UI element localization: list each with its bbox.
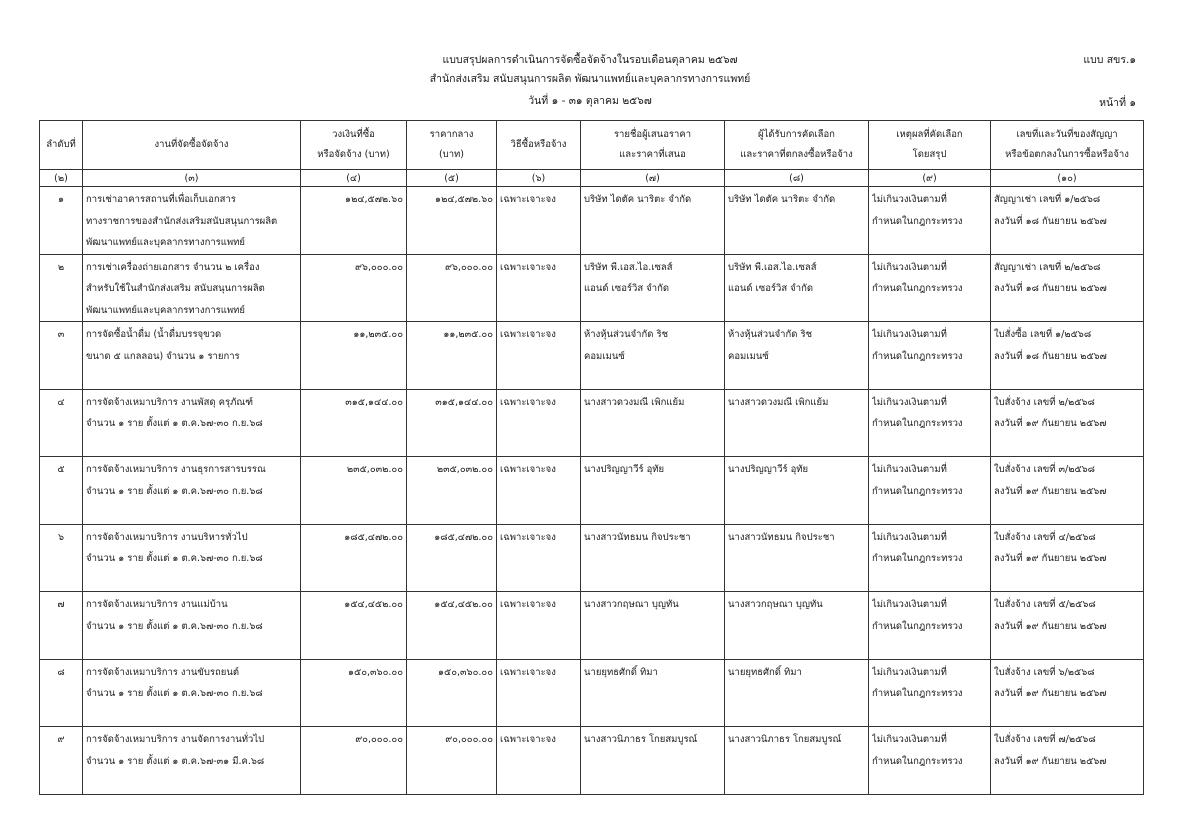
bidder-list [581, 659, 725, 727]
selection-reason [869, 254, 991, 322]
column-number: (๑๐) [991, 170, 1144, 187]
procurement-method: เฉพาะเจาะจง [497, 659, 581, 727]
bidder-list-line: บริษัท ไดตัค นาริตะ จำกัด [584, 194, 692, 205]
selection-reason-line: ไม่เกินวงเงินตามที่ [872, 464, 947, 475]
bidder-list [581, 592, 725, 660]
procurement-task [83, 322, 301, 390]
contract-reference-line: ใบสั่งจ้าง เลขที่ ๕/๒๕๖๘ [994, 599, 1096, 610]
selected-vendor [725, 389, 869, 457]
contract-reference-line: ใบสั่งจ้าง เลขที่ ๔/๒๕๖๘ [994, 531, 1096, 543]
column-header-text: รายชื่อผู้เสนอราคา [613, 129, 692, 140]
procurement-method: เฉพาะเจาะจง [497, 727, 581, 795]
bidder-list-line: นางสาวดวงมณี เพิกแย้ม [584, 396, 685, 408]
bidder-list-line: นายยุทธศักดิ์ ทิมา [584, 666, 658, 678]
selected-vendor-line: นางสาวนิภาธร โกยสมบูรณ์ [728, 734, 842, 745]
contract-reference-line: ลงวันที่ ๑๙ กันยายน ๒๕๖๗ [994, 485, 1107, 497]
contract-reference [991, 524, 1144, 592]
procurement-task-line: การจัดจ้างเหมาบริการ งานขับรถยนต์ [86, 666, 239, 678]
column-number: (๓) [83, 170, 301, 187]
selected-vendor-line: คอมเมนซ์ [728, 350, 769, 362]
budget-amount: ๒๓๕,๐๓๒.๐๐ [301, 457, 407, 525]
column-header [40, 121, 83, 170]
page-number: หน้าที่ ๑ [1099, 97, 1136, 109]
procurement-method: เฉพาะเจาะจง [497, 457, 581, 525]
column-header-text: ลำดับที่ [46, 139, 76, 150]
bidder-list [581, 457, 725, 525]
median-price: ๒๓๕,๐๓๒.๐๐ [407, 457, 497, 525]
column-header-text: วงเงินที่ซื้อ [332, 129, 375, 140]
median-price: ๑๑,๒๓๕.๐๐ [407, 322, 497, 390]
budget-amount: ๑๒๔,๕๗๒.๖๐ [301, 187, 407, 255]
contract-reference [991, 659, 1144, 727]
contract-reference [991, 457, 1144, 525]
report-period: วันที่ ๑ - ๓๑ ตุลาคม ๒๕๖๗ [528, 95, 652, 107]
row-number: ๒ [40, 254, 83, 322]
column-number: (๙) [869, 170, 991, 187]
contract-reference-line: ลงวันที่ ๑๙ กันยายน ๒๕๖๗ [994, 418, 1107, 429]
table-row [40, 254, 1144, 322]
selected-vendor [725, 187, 869, 255]
column-number-row [40, 170, 1144, 187]
row-number: ๘ [40, 659, 83, 727]
column-number: (๒) [40, 170, 83, 187]
column-header [407, 121, 497, 170]
bidder-list-line: แอนด์ เซอร์วิส จำกัด [584, 283, 669, 294]
median-price: ๙๐,๐๐๐.๐๐ [407, 727, 497, 795]
procurement-task-line: จำนวน ๑ ราย ตั้งแต่ ๑ ต.ค.๖๗-๓๐ ก.ย.๖๘ [86, 418, 263, 429]
selection-reason-line: กำหนดในกฎกระทรวง [872, 350, 963, 362]
selected-vendor-line: นางสาวกฤษณา บุญทัน [728, 599, 823, 610]
table-row [40, 524, 1144, 592]
selection-reason-line: ไม่เกินวงเงินตามที่ [872, 194, 947, 205]
contract-reference-line: ลงวันที่ ๑๘ กันยายน ๒๕๖๗ [994, 283, 1107, 294]
column-header [725, 121, 869, 170]
budget-amount: ๑๕๔,๔๕๒.๐๐ [301, 592, 407, 660]
contract-reference-line: ลงวันที่ ๑๙ กันยายน ๒๕๖๗ [994, 620, 1107, 632]
agency-name: สำนักส่งเสริม สนับสนุนการผลิต พัฒนาแพทย์และบุคลากรทางการแพทย์ [429, 73, 751, 85]
procurement-task [83, 389, 301, 457]
selection-reason [869, 659, 991, 727]
selection-reason [869, 457, 991, 525]
procurement-method: เฉพาะเจาะจง [497, 524, 581, 592]
median-price: ๙๖,๐๐๐.๐๐ [407, 254, 497, 322]
budget-amount: ๙๐,๐๐๐.๐๐ [301, 727, 407, 795]
procurement-method: เฉพาะเจาะจง [497, 389, 581, 457]
contract-reference-line: ลงวันที่ ๑๙ กันยายน ๒๕๖๗ [994, 755, 1107, 767]
procurement-task-line: การจัดจ้างเหมาบริการ งานจัดการงานทั่วไป [86, 734, 265, 745]
table-row [40, 322, 1144, 390]
selected-vendor-line: นางสาวนัทธมน กิจประชา [728, 531, 835, 543]
contract-reference-line: ลงวันที่ ๑๘ กันยายน ๒๕๖๗ [994, 350, 1107, 362]
procurement-method: เฉพาะเจาะจง [497, 254, 581, 322]
procurement-method: เฉพาะเจาะจง [497, 187, 581, 255]
contract-reference [991, 727, 1144, 795]
contract-reference [991, 592, 1144, 660]
procurement-task-line: ขนาด ๕ แกลลอน) จำนวน ๑ รายการ [86, 350, 240, 362]
column-header-text: ราคากลาง [429, 129, 474, 140]
selected-vendor [725, 592, 869, 660]
table-row [40, 457, 1144, 525]
table-row [40, 659, 1144, 727]
bidder-list-line: นางสาวนัทธมน กิจประชา [584, 531, 691, 543]
budget-amount: ๑๕๐,๓๖๐.๐๐ [301, 659, 407, 727]
bidder-list [581, 322, 725, 390]
bidder-list-line: คอมเมนซ์ [584, 350, 625, 362]
procurement-task-line: สำหรับใช้ในสำนักส่งเสริม สนับสนุนการผลิต [86, 283, 265, 294]
row-number: ๗ [40, 592, 83, 660]
median-price: ๑๕๔,๔๕๒.๐๐ [407, 592, 497, 660]
column-header-text: หรือจัดจ้าง (บาท) [317, 149, 390, 160]
row-number: ๙ [40, 727, 83, 795]
selection-reason-line: กำหนดในกฎกระทรวง [872, 283, 963, 294]
column-header-text: เหตุผลที่คัดเลือก [896, 129, 963, 140]
selection-reason-line: กำหนดในกฎกระทรวง [872, 418, 963, 429]
column-header [83, 121, 301, 170]
selection-reason-line: กำหนดในกฎกระทรวง [872, 485, 963, 497]
selected-vendor [725, 254, 869, 322]
column-number: (๔) [301, 170, 407, 187]
median-price: ๓๑๕,๑๔๔.๐๐ [407, 389, 497, 457]
procurement-task-line: พัฒนาแพทย์และบุคลากรทางการแพทย์ [86, 304, 245, 316]
median-price: ๑๘๕,๔๗๒.๐๐ [407, 524, 497, 592]
contract-reference [991, 389, 1144, 457]
contract-reference-line: ใบสั่งจ้าง เลขที่ ๓/๒๕๖๘ [994, 464, 1096, 475]
bidder-list [581, 254, 725, 322]
row-number: ๑ [40, 187, 83, 255]
selected-vendor-line: บริษัท พี.เอส.ไอ.เซลส์ [728, 261, 817, 273]
column-header-text: ผู้ได้รับการคัดเลือก [758, 129, 835, 140]
selected-vendor [725, 322, 869, 390]
procurement-task [83, 524, 301, 592]
column-header [869, 121, 991, 170]
selection-reason-line: ไม่เกินวงเงินตามที่ [872, 261, 947, 273]
budget-amount: ๑๘๕,๔๗๒.๐๐ [301, 524, 407, 592]
procurement-task-line: จำนวน ๑ ราย ตั้งแต่ ๑ ต.ค.๖๗-๓๐ ก.ย.๖๘ [86, 553, 263, 564]
contract-reference-line: ลงวันที่ ๑๘ กันยายน ๒๕๖๗ [994, 215, 1107, 227]
column-header-text: งานที่จัดซื้อจัดจ้าง [154, 139, 229, 150]
contract-reference-line: ใบสั่งซื้อ เลขที่ ๑/๒๕๖๘ [994, 329, 1092, 340]
contract-reference-line: ใบสั่งจ้าง เลขที่ ๒/๒๕๖๘ [994, 396, 1095, 408]
procurement-task-line: ทางราชการของสำนักส่งเสริมสนับสนุนการผลิต [86, 215, 278, 227]
column-header-text: และราคาที่ตกลงซื้อหรือจ้าง [740, 149, 853, 160]
row-number: ๔ [40, 389, 83, 457]
selection-reason-line: ไม่เกินวงเงินตามที่ [872, 531, 947, 543]
procurement-task-line: การจัดจ้างเหมาบริการ งานธุรการสารบรรณ [86, 464, 266, 475]
bidder-list-line: นางสาวนิภาธร โกยสมบูรณ์ [584, 734, 698, 745]
contract-reference-line: ลงวันที่ ๑๙ กันยายน ๒๕๖๗ [994, 553, 1107, 564]
procurement-task [83, 254, 301, 322]
table-row [40, 592, 1144, 660]
column-header-text: และราคาที่เสนอ [619, 149, 686, 160]
contract-reference [991, 187, 1144, 255]
procurement-task [83, 727, 301, 795]
selected-vendor-line: นายยุทธศักดิ์ ทิมา [728, 666, 802, 678]
median-price: ๑๒๔,๕๗๒.๖๐ [407, 187, 497, 255]
table-row [40, 187, 1144, 255]
selection-reason [869, 389, 991, 457]
selected-vendor-line: ห้างหุ้นส่วนจำกัด ริช [728, 329, 813, 340]
row-number: ๕ [40, 457, 83, 525]
row-number: ๖ [40, 524, 83, 592]
column-header-text: โดยสรุป [912, 149, 947, 160]
selection-reason-line: กำหนดในกฎกระทรวง [872, 620, 963, 632]
selection-reason-line: กำหนดในกฎกระทรวง [872, 688, 963, 699]
column-header [497, 121, 581, 170]
selection-reason [869, 727, 991, 795]
selected-vendor [725, 457, 869, 525]
selection-reason-line: ไม่เกินวงเงินตามที่ [872, 734, 947, 745]
selection-reason [869, 187, 991, 255]
selection-reason-line: ไม่เกินวงเงินตามที่ [872, 666, 947, 678]
procurement-task-line: จำนวน ๑ ราย ตั้งแต่ ๑ ต.ค.๖๗-๓๐ ก.ย.๖๘ [86, 620, 263, 632]
column-header [991, 121, 1144, 170]
selected-vendor [725, 524, 869, 592]
contract-reference-line: ใบสั่งจ้าง เลขที่ ๖/๒๕๖๘ [994, 666, 1095, 678]
column-number: (๖) [497, 170, 581, 187]
table-row [40, 389, 1144, 457]
report-title: แบบสรุปผลการดำเนินการจัดซื้อจัดจ้างในรอบเดือนตุลาคม ๒๕๖๗ [442, 54, 738, 66]
bidder-list [581, 187, 725, 255]
procurement-task-line: จำนวน ๑ ราย ตั้งแต่ ๑ ต.ค.๖๗-๓๐ ก.ย.๖๘ [86, 485, 263, 497]
contract-reference-line: สัญญาเช่า เลขที่ ๑/๒๕๖๘ [994, 194, 1101, 205]
procurement-task [83, 592, 301, 660]
selection-reason [869, 524, 991, 592]
median-price: ๑๕๐,๓๖๐.๐๐ [407, 659, 497, 727]
selection-reason-line: ไม่เกินวงเงินตามที่ [872, 599, 947, 610]
procurement-task-line: การจัดซื้อน้ำดื่ม (น้ำดื่มบรรจุขวด [86, 329, 222, 340]
bidder-list-line: นางปริญญาวีร์ อุทัย [584, 464, 665, 475]
selection-reason-line: กำหนดในกฎกระทรวง [872, 553, 963, 564]
selection-reason-line: ไม่เกินวงเงินตามที่ [872, 329, 947, 340]
column-number: (๘) [725, 170, 869, 187]
procurement-task [83, 457, 301, 525]
procurement-task-line: การเช่าอาคารสถานที่เพื่อเก็บเอกสาร [86, 194, 236, 205]
procurement-method: เฉพาะเจาะจง [497, 322, 581, 390]
column-header-text: (บาท) [438, 149, 465, 160]
bidder-list-line: ห้างหุ้นส่วนจำกัด ริช [584, 329, 669, 340]
procurement-task-line: จำนวน ๑ ราย ตั้งแต่ ๑ ต.ค.๖๗-๓๑ มี.ค.๖๘ [86, 755, 265, 767]
row-number: ๓ [40, 322, 83, 390]
contract-reference-line: สัญญาเช่า เลขที่ ๒/๒๕๖๘ [994, 261, 1101, 273]
budget-amount: ๑๑,๒๓๕.๐๐ [301, 322, 407, 390]
procurement-task-line: การจัดจ้างเหมาบริการ งานพัสดุ ครุภัณฑ์ [86, 396, 254, 408]
selection-reason-line: ไม่เกินวงเงินตามที่ [872, 396, 947, 408]
procurement-task [83, 659, 301, 727]
selection-reason-line: กำหนดในกฎกระทรวง [872, 215, 963, 227]
selected-vendor-line: นางปริญญาวีร์ อุทัย [728, 464, 809, 475]
procurement-task [83, 187, 301, 255]
bidder-list [581, 389, 725, 457]
procurement-task-line: การจัดจ้างเหมาบริการ งานบริหารทั่วไป [86, 531, 248, 543]
selected-vendor-line: บริษัท ไดตัค นาริตะ จำกัด [728, 194, 836, 205]
selected-vendor [725, 659, 869, 727]
selected-vendor-line: นางสาวดวงมณี เพิกแย้ม [728, 396, 829, 408]
table-body [40, 187, 1144, 795]
bidder-list-line: บริษัท พี.เอส.ไอ.เซลส์ [584, 261, 673, 273]
contract-reference [991, 322, 1144, 390]
column-header [581, 121, 725, 170]
column-header-text: วิธีซื้อหรือจ้าง [510, 139, 567, 150]
column-number: (๗) [581, 170, 725, 187]
bidder-list [581, 727, 725, 795]
bidder-list-line: นางสาวกฤษณา บุญทัน [584, 599, 679, 610]
selected-vendor-line: แอนด์ เซอร์วิส จำกัด [728, 283, 813, 294]
procurement-task-line: การเช่าเครื่องถ่ายเอกสาร จำนวน ๒ เครื่อง [86, 261, 260, 273]
header-row [40, 121, 1144, 170]
bidder-list [581, 524, 725, 592]
column-header-text: เลขที่และวันที่ของสัญญา [1016, 129, 1118, 140]
procurement-method: เฉพาะเจาะจง [497, 592, 581, 660]
column-header [301, 121, 407, 170]
procurement-task-line: การจัดจ้างเหมาบริการ งานแม่บ้าน [86, 599, 228, 610]
contract-reference [991, 254, 1144, 322]
procurement-task-line: พัฒนาแพทย์และบุคลากรทางการแพทย์ [86, 237, 245, 248]
contract-reference-line: ลงวันที่ ๑๙ กันยายน ๒๕๖๗ [994, 688, 1107, 699]
procurement-task-line: จำนวน ๑ ราย ตั้งแต่ ๑ ต.ค.๖๗-๓๐ ก.ย.๖๘ [86, 688, 263, 699]
form-code: แบบ สขร.๑ [1083, 54, 1136, 66]
contract-reference-line: ใบสั่งจ้าง เลขที่ ๗/๒๕๖๘ [994, 734, 1096, 745]
table-row [40, 727, 1144, 795]
selection-reason-line: กำหนดในกฎกระทรวง [872, 755, 963, 767]
column-header-text: หรือข้อตกลงในการซื้อหรือจ้าง [1005, 149, 1129, 160]
budget-amount: ๙๖,๐๐๐.๐๐ [301, 254, 407, 322]
selected-vendor [725, 727, 869, 795]
budget-amount: ๓๑๕,๑๔๔.๐๐ [301, 389, 407, 457]
column-number: (๕) [407, 170, 497, 187]
procurement-summary-table [39, 120, 1144, 795]
selection-reason [869, 322, 991, 390]
selection-reason [869, 592, 991, 660]
